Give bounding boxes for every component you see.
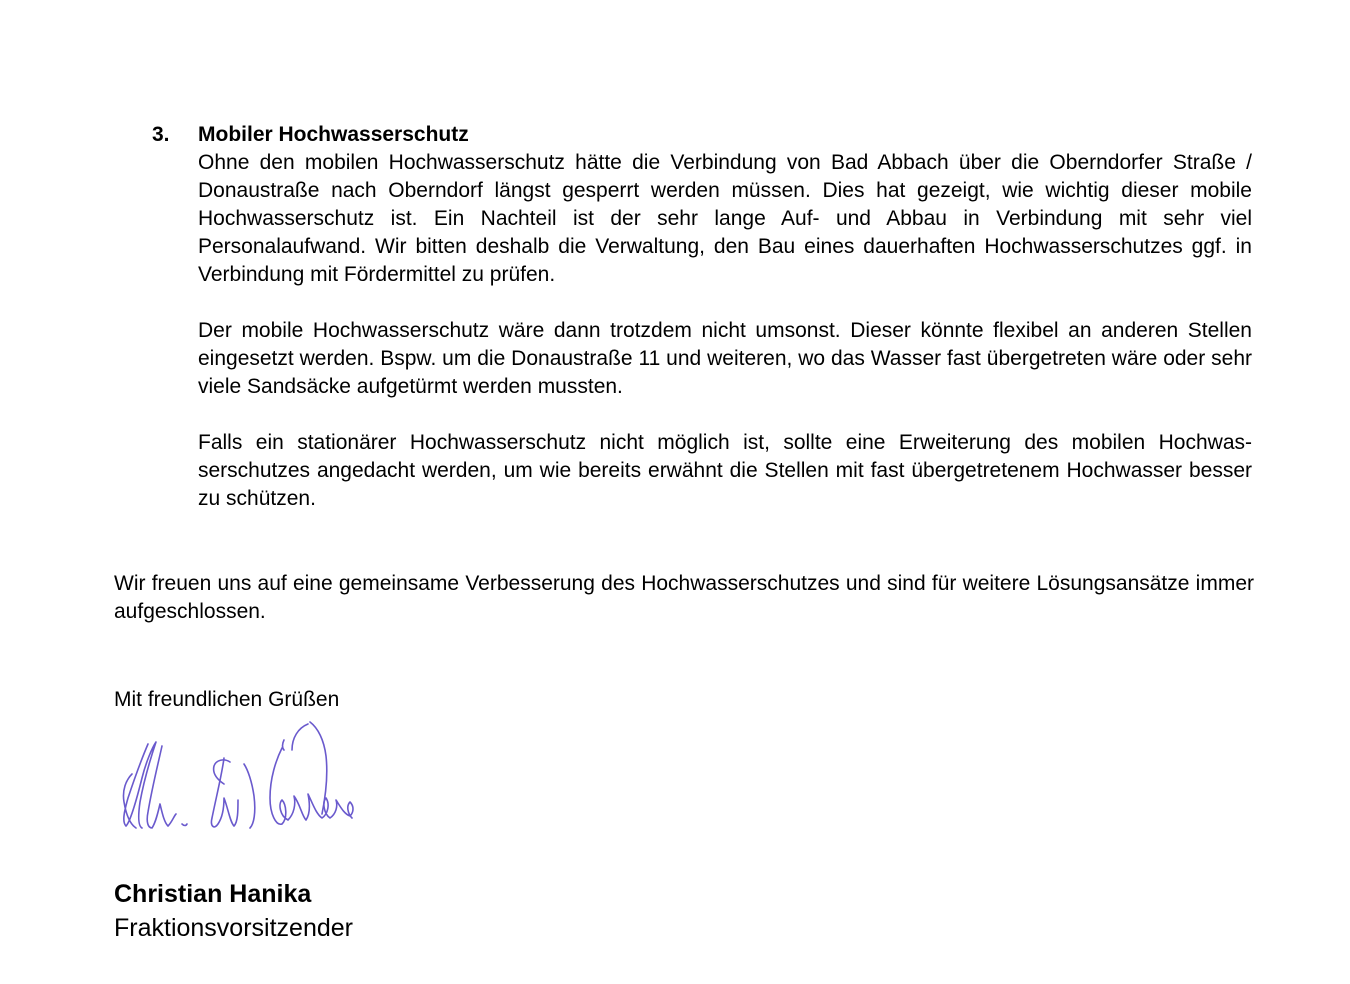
section-title: Mobiler Hochwasserschutz: [198, 123, 469, 146]
section-paragraph-3: Falls ein stationärer Hochwasserschutz nicht möglich ist, sollte eine Erweiterung des mobilen Hochwasserschutzes angedacht werden, um wie bereits erwähnt die Stellen mit fast übergetretenem Hochwasser besser zu schützen.: [198, 431, 1252, 510]
section-mobiler-hochwasserschutz: [152, 121, 1254, 513]
section-paragraph-1: Ohne den mobilen Hochwasserschutz hätte die Verbindung von Bad Abbach über die Oberndorfer Straße / Donaustraße nach Oberndorf längst gesperrt werden müssen. Dies hat gezeigt, wie wichtig dieser mobile Hochwasserschutz ist. Ein Nachteil ist der sehr lange Auf- und Abbau in Verbindung mit sehr viel Personalaufwand. Wir bitten deshalb die Verwaltung, den Bau eines dauerhaften Hochwasserschutzes ggf. in Verbindung mit Fördermittel zu prüfen.: [198, 151, 1252, 286]
section-number: 3.: [152, 123, 170, 146]
greeting: Mit freundlichen Grüßen: [114, 688, 340, 711]
section-body: [198, 121, 1252, 513]
signer-name: Christian Hanika: [114, 880, 312, 908]
signer-role: Fraktionsvorsitzender: [114, 914, 353, 942]
closing-paragraph: Wir freuen uns auf eine gemeinsame Verbesserung des Hochwasserschutzes und sind für weitere Lösungsansätze immer aufgeschlossen.: [114, 572, 1254, 623]
handwritten-signature: [112, 718, 362, 858]
section-paragraph-2: Der mobile Hochwasserschutz wäre dann trotzdem nicht umsonst. Dieser könnte flexibel an anderen Stellen eingesetzt werden. Bspw. um die Donaustraße 11 und weiteren, wo das Wasser fast übergetreten wäre oder sehr viele Sandsäcke aufgetürmt werden mussten.: [198, 319, 1252, 398]
